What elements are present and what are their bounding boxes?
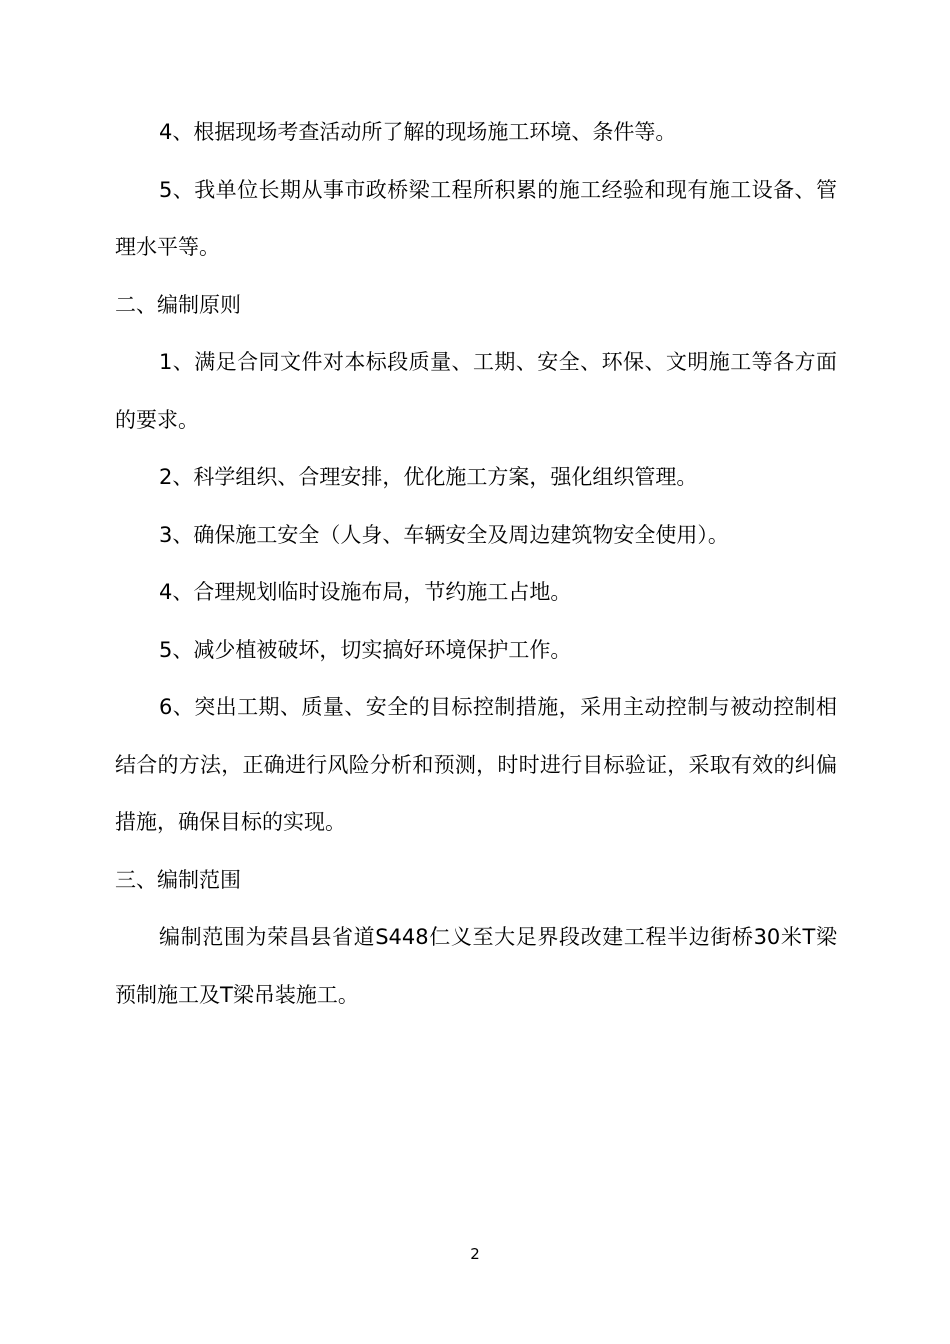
document-body — [115, 104, 837, 1024]
paragraph-principle-5: 5、减少植被破坏，切实搞好环境保护工作。 — [159, 637, 572, 662]
paragraph-principle-4: 4、合理规划临时设施布局，节约施工占地。 — [159, 580, 572, 604]
section-heading-scope: 三、编制范围 — [115, 867, 241, 892]
paragraph-basis-5: 5、我单位长期从事市政桥梁工程所积累的施工经验和现有施工设备、管理水平等。 — [115, 177, 837, 259]
paragraph-scope: 编制范围为荣昌县省道S448仁义至大足界段改建工程半边街桥30米T梁预制施工及T梁吊装施工。 — [115, 925, 837, 1007]
section-heading-principles: 二、编制原则 — [115, 292, 241, 317]
paragraph-principle-3: 3、确保施工安全（人身、车辆安全及周边建筑物安全使用）。 — [159, 522, 729, 547]
page-number: 2 — [470, 1245, 480, 1263]
paragraph-basis-4: 4、根据现场考查活动所了解的现场施工环境、条件等。 — [159, 120, 677, 144]
paragraph-principle-6: 6、突出工期、质量、安全的目标控制措施，采用主动控制与被动控制相结合的方法，正确进行风险分析和预测，时时进行目标验证，采取有效的纠偏措施，确保目标的实现。 — [115, 695, 837, 834]
paragraph-principle-2: 2、科学组织、合理安排，优化施工方案，强化组织管理。 — [159, 465, 698, 489]
paragraph-principle-1: 1、满足合同文件对本标段质量、工期、安全、环保、文明施工等各方面的要求。 — [115, 350, 837, 432]
